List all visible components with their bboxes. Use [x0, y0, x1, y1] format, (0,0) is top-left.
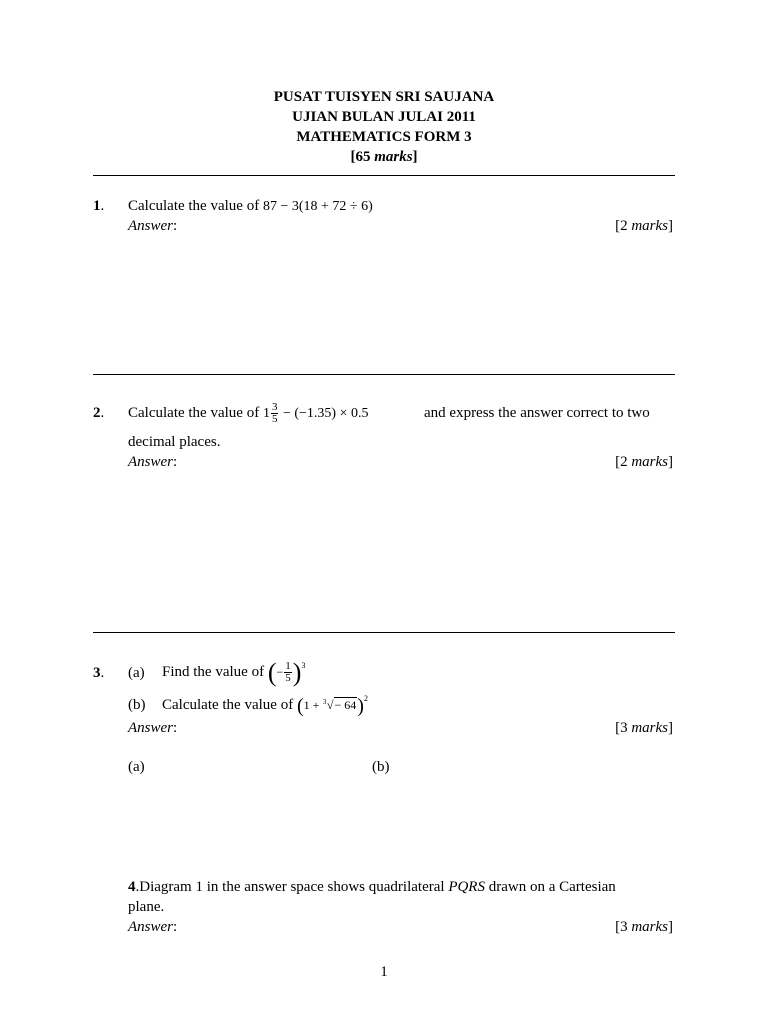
q4-number: 4 — [128, 879, 136, 895]
q3-number-dot: . — [100, 665, 105, 681]
q4-text-pre: .Diagram 1 in the answer space shows quadrilateral — [135, 879, 445, 895]
q4-answer-label — [128, 919, 177, 936]
q2-frac-den: 5 — [271, 413, 278, 426]
q3-marks-word: marks — [631, 720, 668, 736]
q3-answer-b: (b) — [372, 759, 390, 775]
q3-part-a-sign: − — [276, 665, 284, 679]
answer-colon: : — [173, 454, 178, 470]
q2-whole: 1 — [262, 406, 270, 421]
q1-marks-value: 2 — [620, 218, 628, 234]
answer-word: Answer — [128, 919, 173, 935]
q1-marks: [2 marks] — [615, 218, 673, 234]
q3-marks: [3 marks] — [615, 720, 673, 736]
q3-part-a-exp: 3 — [301, 661, 306, 670]
q1-number-value: 1 — [93, 198, 101, 214]
q2-expr-rest: − (−1.35) × 0.5 — [282, 406, 369, 421]
q3-marks-value: 3 — [620, 720, 628, 736]
header-exam-title: UJIAN BULAN JULAI 2011 — [292, 109, 476, 125]
q3-part-a-num: 1 — [285, 660, 291, 673]
q4-marks-value: 3 — [620, 919, 628, 935]
q2-frac-num: 3 — [271, 401, 278, 414]
q1-question — [128, 198, 373, 215]
q4-question — [128, 879, 616, 896]
q4-text-post: drawn on a Cartesian — [488, 879, 616, 895]
q3-part-a-fraction — [284, 661, 292, 684]
q1-answer-label — [128, 218, 177, 235]
q2-text-after: and express the answer correct to two — [424, 405, 650, 421]
q1-expression: 87 − 3(18 + 72 ÷ 6) — [262, 199, 373, 214]
q2-text-line2: decimal places. — [128, 434, 221, 450]
q1-number — [93, 198, 104, 215]
q3-part-b-exp: 2 — [363, 694, 368, 703]
divider-q1 — [93, 374, 675, 375]
answer-word: Answer — [128, 720, 173, 736]
q3-root-index: 3 — [322, 698, 327, 706]
q2-text: Calculate the value of — [128, 405, 260, 421]
q2-marks-word: marks — [631, 454, 668, 470]
header-subject: MATHEMATICS FORM 3 — [296, 129, 472, 145]
header-school-name: PUSAT TUISYEN SRI SAUJANA — [273, 89, 495, 105]
page-number: 1 — [380, 964, 388, 980]
answer-colon: : — [173, 919, 178, 935]
q4-text-line2: plane. — [128, 899, 165, 915]
marks-open: [65 — [350, 149, 375, 165]
marks-word: marks — [374, 149, 413, 165]
q3-part-b-text: Calculate the value of — [162, 697, 294, 713]
answer-word: Answer — [128, 454, 173, 470]
marks-close: ] — [412, 149, 418, 165]
divider-q2 — [93, 632, 675, 633]
q3-part-a-expression: (− $\frac{1}{5}$ )$^3$ — [267, 657, 306, 687]
q1-text: Calculate the value of — [128, 198, 260, 214]
q4-marks: [3 marks] — [615, 919, 673, 935]
q4-marks-word: marks — [631, 919, 668, 935]
q3-part-a — [162, 652, 305, 692]
q2-number-dot: . — [100, 405, 105, 421]
q3-part-b — [162, 690, 368, 720]
q1-marks-word: marks — [631, 218, 668, 234]
q3-answer-label — [128, 720, 177, 737]
header-total-marks — [0, 149, 768, 166]
q2-fraction — [271, 402, 279, 425]
q3-part-a-den: 5 — [285, 672, 291, 685]
q2-number-value: 2 — [93, 405, 101, 421]
q3-radicand: − 64 — [334, 698, 357, 712]
q3-part-b-inner-left: 1 + — [303, 698, 320, 712]
answer-colon: : — [173, 720, 178, 736]
answer-colon: : — [173, 218, 178, 234]
q3-part-b-cube-root: 3 √− 64 — [323, 690, 357, 720]
q1-number-dot: . — [100, 198, 105, 214]
q2-number — [93, 405, 104, 422]
q3-number — [93, 665, 104, 682]
q3-part-a-text: Find the value of — [162, 664, 265, 680]
divider-top — [93, 175, 675, 176]
q3-part-b-label: (b) — [128, 697, 146, 713]
q2-answer-label — [128, 454, 177, 471]
q2-question — [128, 398, 368, 428]
q3-number-value: 3 — [93, 665, 101, 681]
q2-marks-value: 2 — [620, 454, 628, 470]
q3-answer-a: (a) — [128, 759, 145, 775]
answer-word: Answer — [128, 218, 173, 234]
q3-part-b-expression: (1 + 3 √− 64)$^2$ — [297, 698, 368, 713]
q4-shape: PQRS — [448, 879, 485, 895]
q2-marks: [2 marks] — [615, 454, 673, 470]
q3-part-a-label: (a) — [128, 665, 145, 681]
q2-expression — [262, 401, 369, 426]
